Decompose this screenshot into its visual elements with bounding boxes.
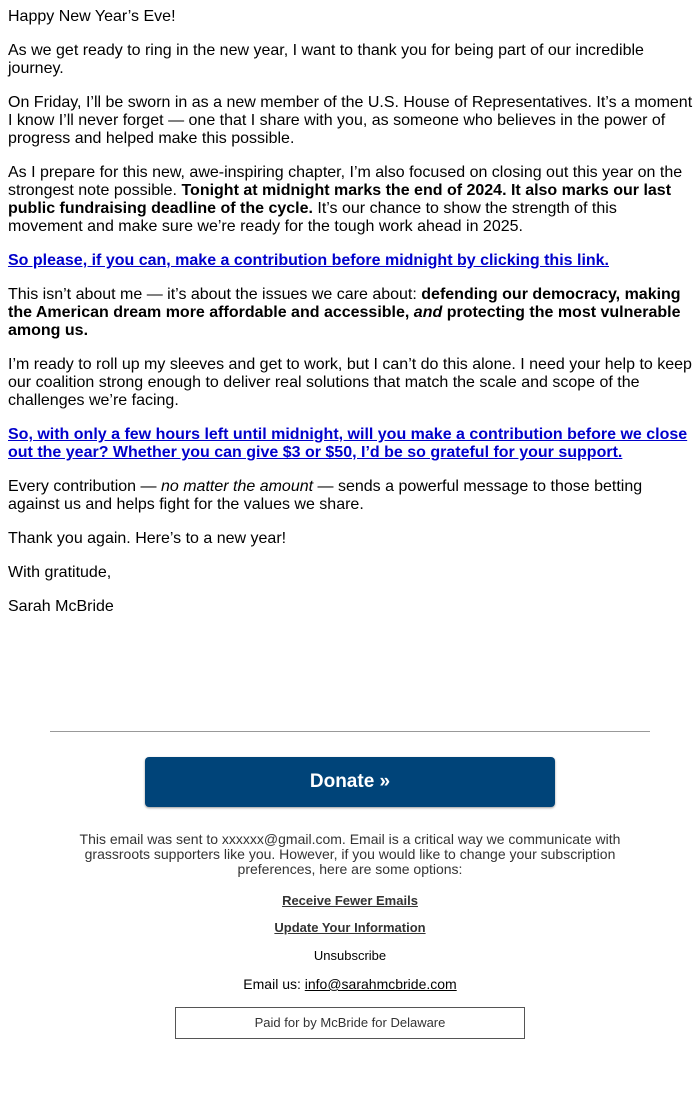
paragraph-thank-you: Thank you again. Here’s to a new year!: [8, 530, 287, 547]
contact-email-link[interactable]: info@sarahmcbride.com: [304, 976, 457, 992]
deadline-text-end: It’s our chance to show the strength of this movement and make sure we’re ready for the tough work ahead in 2025.: [8, 200, 617, 235]
contribute-link-midnight[interactable]: So please, if you can, make a contribution before midnight by clicking this link.: [8, 252, 609, 269]
deadline-bold-text: Tonight at midnight marks the end of 2024. It also marks our last public fundraising deadline of the cycle.: [8, 182, 672, 217]
signature: Sarah McBride: [8, 598, 114, 615]
update-information-link[interactable]: Update Your Information: [274, 920, 426, 935]
paragraph-issues: [8, 286, 694, 340]
footer-notice: This email was sent to xxxxxx@gmail.com. Email is a critical way we communicate with grassroots supporters like you. However, if you would like to change your subscription preferences, here are some options:: [79, 831, 621, 877]
unsubscribe-link[interactable]: Unsubscribe: [313, 948, 387, 963]
email-us-line: [75, 977, 625, 992]
paragraph-deadline: [8, 164, 694, 236]
paragraph-thanks: As we get ready to ring in the new year, I want to thank you for being part of our incredible journey.: [8, 42, 644, 77]
footer: [75, 831, 625, 992]
paragraph-every-contribution: [8, 478, 694, 514]
email-us-label: Email us:: [243, 976, 301, 992]
contribution-text-start: Every contribution —: [8, 478, 157, 495]
divider: [50, 731, 650, 732]
paid-for-disclaimer: Paid for by McBride for Delaware: [175, 1007, 525, 1039]
paragraph-sworn-in: On Friday, I’ll be sworn in as a new member of the U.S. House of Representatives. It’s a moment I know I’ll never forget — one that I share with you, as someone who believes in the power of progress and helped make this possible.: [8, 94, 693, 147]
paragraph-coalition: I’m ready to roll up my sleeves and get to work, but I can’t do this alone. I need your help to keep our coalition strong enough to deliver real solutions that match the scale and scope of the challenges we’re facing.: [8, 356, 692, 409]
greeting: Happy New Year’s Eve!: [8, 8, 176, 25]
contribute-link-give[interactable]: So, with only a few hours left until midnight, will you make a contribution before we close out the year? Whether you can give $3 or $50, I’d be so grateful for your support.: [8, 426, 688, 461]
issues-and: and: [413, 304, 443, 321]
donate-button[interactable]: Donate »: [145, 757, 555, 807]
contribution-text-end: — sends a powerful message to those betting against us and helps fight for the values we share.: [8, 478, 643, 513]
deadline-text-start: As I prepare for this new, awe-inspiring chapter, I’m also focused on closing out this year on the strongest note possible.: [8, 164, 683, 199]
closing: With gratitude,: [8, 564, 112, 581]
paragraph-link-2: [8, 426, 694, 462]
receive-fewer-emails-link[interactable]: Receive Fewer Emails: [282, 893, 418, 908]
issues-bold-1: defending our democracy, making the American dream more affordable and accessible,: [8, 286, 681, 321]
issues-text-start: This isn’t about me — it’s about the issues we care about:: [8, 286, 417, 303]
paragraph-link-1: [8, 252, 694, 270]
contribution-italic: no matter the amount: [160, 478, 314, 495]
issues-bold-2: protecting the most vulnerable among us.: [8, 304, 681, 339]
email-body: [8, 8, 694, 632]
